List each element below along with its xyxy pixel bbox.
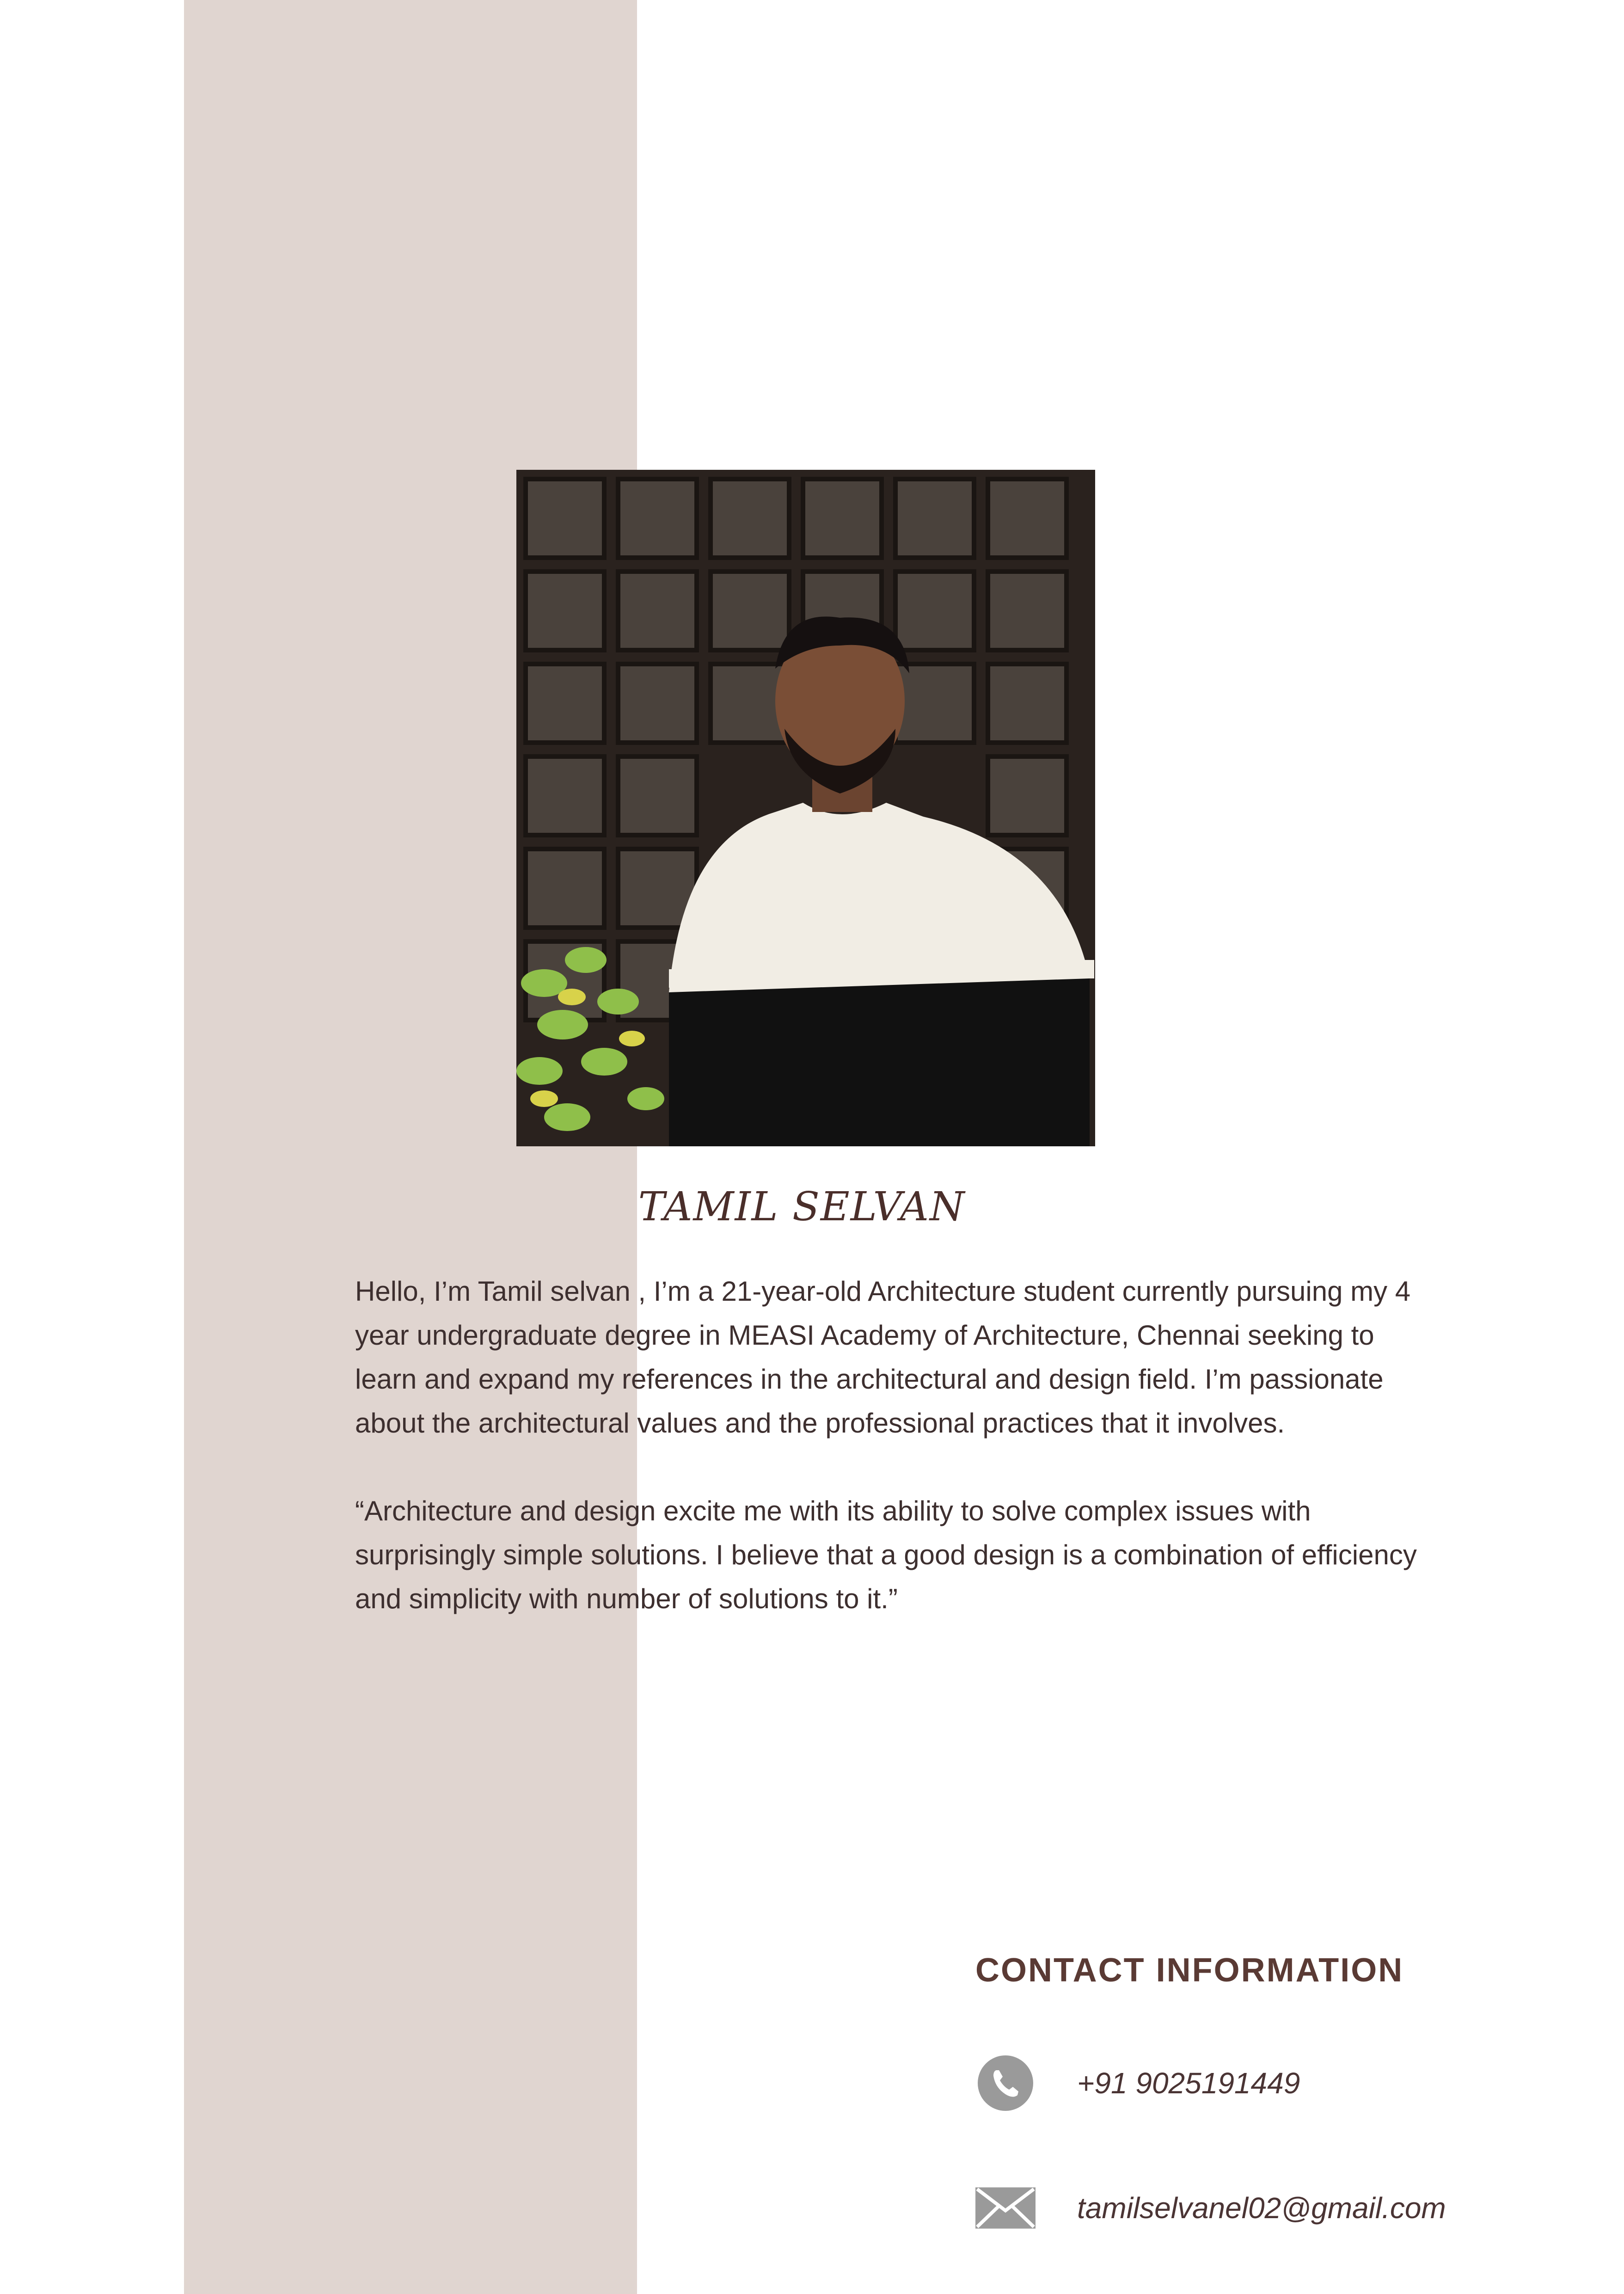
profile-name	[0, 1184, 1624, 1230]
quote-paragraph: “Architecture and design excite me with its ability to solve complex issues with surprisingly simple solutions. I believe that a good design is a combination of efficiency and simplicity with number of solutions to it.”	[355, 1495, 1417, 1614]
bio-paragraph: Hello, I’m Tamil selvan , I’m a 21-year-old Architecture student currently pursuing my 4 year undergraduate degree in MEASI Academy of Architecture, Chennai seeking to learn and expand my references in the architectural and design field. I’m passionate about the architectural values and the professional practices that it involves.	[355, 1276, 1411, 1439]
profile-name-text: TAMIL SELVAN	[638, 1184, 966, 1230]
contact-email-row	[975, 2178, 1446, 2238]
phone-icon	[975, 2053, 1036, 2113]
phone-number[interactable]: +91 9025191449	[1077, 2066, 1300, 2100]
contact-phone-row	[975, 2053, 1300, 2113]
bio-section	[355, 1269, 1437, 1621]
email-address[interactable]: tamilselvanel02@gmail.com	[1077, 2191, 1446, 2225]
envelope-icon	[975, 2178, 1036, 2238]
profile-photo	[516, 470, 1095, 1146]
contact-heading: CONTACT INFORMATION	[975, 1952, 1404, 1989]
background-band	[184, 0, 637, 2294]
